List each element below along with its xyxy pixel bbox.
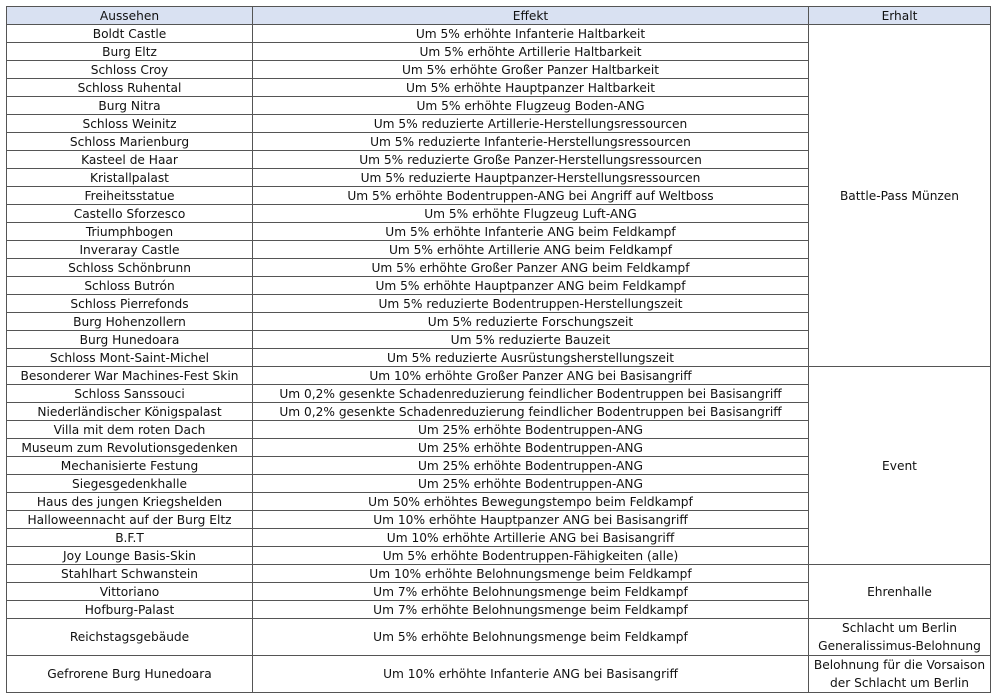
- appearance-cell: Burg Eltz: [7, 43, 253, 61]
- appearance-cell: Museum zum Revolutionsgedenken: [7, 439, 253, 457]
- effect-cell: Um 5% reduzierte Hauptpanzer-Herstellungsressourcen: [253, 169, 809, 187]
- table-row: [7, 565, 991, 583]
- effect-cell: Um 5% erhöhte Flugzeug Luft-ANG: [253, 205, 809, 223]
- effect-cell: Um 10% erhöhte Infanterie ANG bei Basisangriff: [253, 656, 809, 693]
- effect-cell: Um 10% erhöhte Artillerie ANG bei Basisangriff: [253, 529, 809, 547]
- appearance-cell: Reichstagsgebäude: [7, 619, 253, 656]
- effect-cell: Um 25% erhöhte Bodentruppen-ANG: [253, 439, 809, 457]
- obtain-line: Generalissimus-Belohnung: [818, 639, 981, 653]
- effect-cell: Um 25% erhöhte Bodentruppen-ANG: [253, 475, 809, 493]
- effect-cell: Um 5% reduzierte Große Panzer-Herstellungsressourcen: [253, 151, 809, 169]
- effect-cell: Um 10% erhöhte Hauptpanzer ANG bei Basisangriff: [253, 511, 809, 529]
- appearance-cell: Villa mit dem roten Dach: [7, 421, 253, 439]
- appearance-cell: Schloss Schönbrunn: [7, 259, 253, 277]
- appearance-cell: Besonderer War Machines-Fest Skin: [7, 367, 253, 385]
- effect-cell: Um 5% erhöhte Infanterie ANG beim Feldkampf: [253, 223, 809, 241]
- header-obtain: Erhalt: [809, 7, 991, 25]
- appearance-cell: Schloss Mont-Saint-Michel: [7, 349, 253, 367]
- appearance-cell: Triumphbogen: [7, 223, 253, 241]
- obtain-cell: [809, 619, 991, 656]
- appearance-cell: Hofburg-Palast: [7, 601, 253, 619]
- effect-cell: Um 5% reduzierte Infanterie-Herstellungsressourcen: [253, 133, 809, 151]
- effect-cell: Um 5% erhöhte Flugzeug Boden-ANG: [253, 97, 809, 115]
- header-effect: Effekt: [253, 7, 809, 25]
- appearance-cell: Schloss Croy: [7, 61, 253, 79]
- effect-cell: Um 5% reduzierte Bauzeit: [253, 331, 809, 349]
- appearance-cell: Schloss Pierrefonds: [7, 295, 253, 313]
- effect-cell: Um 5% erhöhte Bodentruppen-ANG bei Angriff auf Weltboss: [253, 187, 809, 205]
- effect-cell: Um 25% erhöhte Bodentruppen-ANG: [253, 421, 809, 439]
- appearance-cell: Mechanisierte Festung: [7, 457, 253, 475]
- appearance-cell: Freiheitsstatue: [7, 187, 253, 205]
- appearance-cell: Gefrorene Burg Hunedoara: [7, 656, 253, 693]
- effect-cell: Um 50% erhöhtes Bewegungstempo beim Feldkampf: [253, 493, 809, 511]
- effect-cell: Um 5% erhöhte Infanterie Haltbarkeit: [253, 25, 809, 43]
- appearance-cell: Schloss Sanssouci: [7, 385, 253, 403]
- effect-cell: Um 10% erhöhte Belohnungsmenge beim Feldkampf: [253, 565, 809, 583]
- obtain-line: der Schlacht um Berlin: [829, 676, 970, 690]
- effect-cell: Um 5% erhöhte Belohnungsmenge beim Feldkampf: [253, 619, 809, 656]
- effect-cell: Um 5% erhöhte Artillerie Haltbarkeit: [253, 43, 809, 61]
- effect-cell: Um 5% erhöhte Hauptpanzer Haltbarkeit: [253, 79, 809, 97]
- effect-cell: Um 10% erhöhte Großer Panzer ANG bei Basisangriff: [253, 367, 809, 385]
- appearance-cell: Schloss Butrón: [7, 277, 253, 295]
- appearance-cell: Burg Hohenzollern: [7, 313, 253, 331]
- appearance-cell: Niederländischer Königspalast: [7, 403, 253, 421]
- appearance-cell: Burg Nitra: [7, 97, 253, 115]
- effect-cell: Um 5% erhöhte Bodentruppen-Fähigkeiten (alle): [253, 547, 809, 565]
- effect-cell: Um 7% erhöhte Belohnungsmenge beim Feldkampf: [253, 601, 809, 619]
- table-row: [7, 619, 991, 656]
- header-appearance: Aussehen: [7, 7, 253, 25]
- table-row: [7, 25, 991, 43]
- appearance-cell: Schloss Weinitz: [7, 115, 253, 133]
- table-body: [7, 25, 991, 693]
- appearance-cell: Stahlhart Schwanstein: [7, 565, 253, 583]
- appearance-cell: Schloss Ruhental: [7, 79, 253, 97]
- obtain-cell: Ehrenhalle: [809, 565, 991, 619]
- table-row: [7, 656, 991, 693]
- appearance-cell: Boldt Castle: [7, 25, 253, 43]
- skins-table: [6, 6, 991, 693]
- effect-cell: Um 5% erhöhte Großer Panzer Haltbarkeit: [253, 61, 809, 79]
- appearance-cell: Kasteel de Haar: [7, 151, 253, 169]
- effect-cell: Um 7% erhöhte Belohnungsmenge beim Feldkampf: [253, 583, 809, 601]
- effect-cell: Um 5% reduzierte Ausrüstungsherstellungszeit: [253, 349, 809, 367]
- effect-cell: Um 5% reduzierte Bodentruppen-Herstellungszeit: [253, 295, 809, 313]
- obtain-cell: Battle-Pass Münzen: [809, 25, 991, 367]
- appearance-cell: Kristallpalast: [7, 169, 253, 187]
- appearance-cell: B.F.T: [7, 529, 253, 547]
- appearance-cell: Castello Sforzesco: [7, 205, 253, 223]
- effect-cell: Um 5% erhöhte Großer Panzer ANG beim Feldkampf: [253, 259, 809, 277]
- effect-cell: Um 5% reduzierte Artillerie-Herstellungsressourcen: [253, 115, 809, 133]
- effect-cell: Um 0,2% gesenkte Schadenreduzierung feindlicher Bodentruppen bei Basisangriff: [253, 385, 809, 403]
- appearance-cell: Schloss Marienburg: [7, 133, 253, 151]
- appearance-cell: Burg Hunedoara: [7, 331, 253, 349]
- obtain-cell: [809, 656, 991, 693]
- appearance-cell: Inveraray Castle: [7, 241, 253, 259]
- obtain-line: Belohnung für die Vorsaison: [813, 658, 986, 672]
- effect-cell: Um 0,2% gesenkte Schadenreduzierung feindlicher Bodentruppen bei Basisangriff: [253, 403, 809, 421]
- effect-cell: Um 5% reduzierte Forschungszeit: [253, 313, 809, 331]
- header-row: [7, 7, 991, 25]
- table-row: [7, 367, 991, 385]
- appearance-cell: Joy Lounge Basis-Skin: [7, 547, 253, 565]
- obtain-cell: Event: [809, 367, 991, 565]
- obtain-line: Schlacht um Berlin: [842, 621, 957, 635]
- appearance-cell: Siegesgedenkhalle: [7, 475, 253, 493]
- effect-cell: Um 5% erhöhte Artillerie ANG beim Feldkampf: [253, 241, 809, 259]
- appearance-cell: Haus des jungen Kriegshelden: [7, 493, 253, 511]
- appearance-cell: Halloweennacht auf der Burg Eltz: [7, 511, 253, 529]
- effect-cell: Um 5% erhöhte Hauptpanzer ANG beim Feldkampf: [253, 277, 809, 295]
- effect-cell: Um 25% erhöhte Bodentruppen-ANG: [253, 457, 809, 475]
- appearance-cell: Vittoriano: [7, 583, 253, 601]
